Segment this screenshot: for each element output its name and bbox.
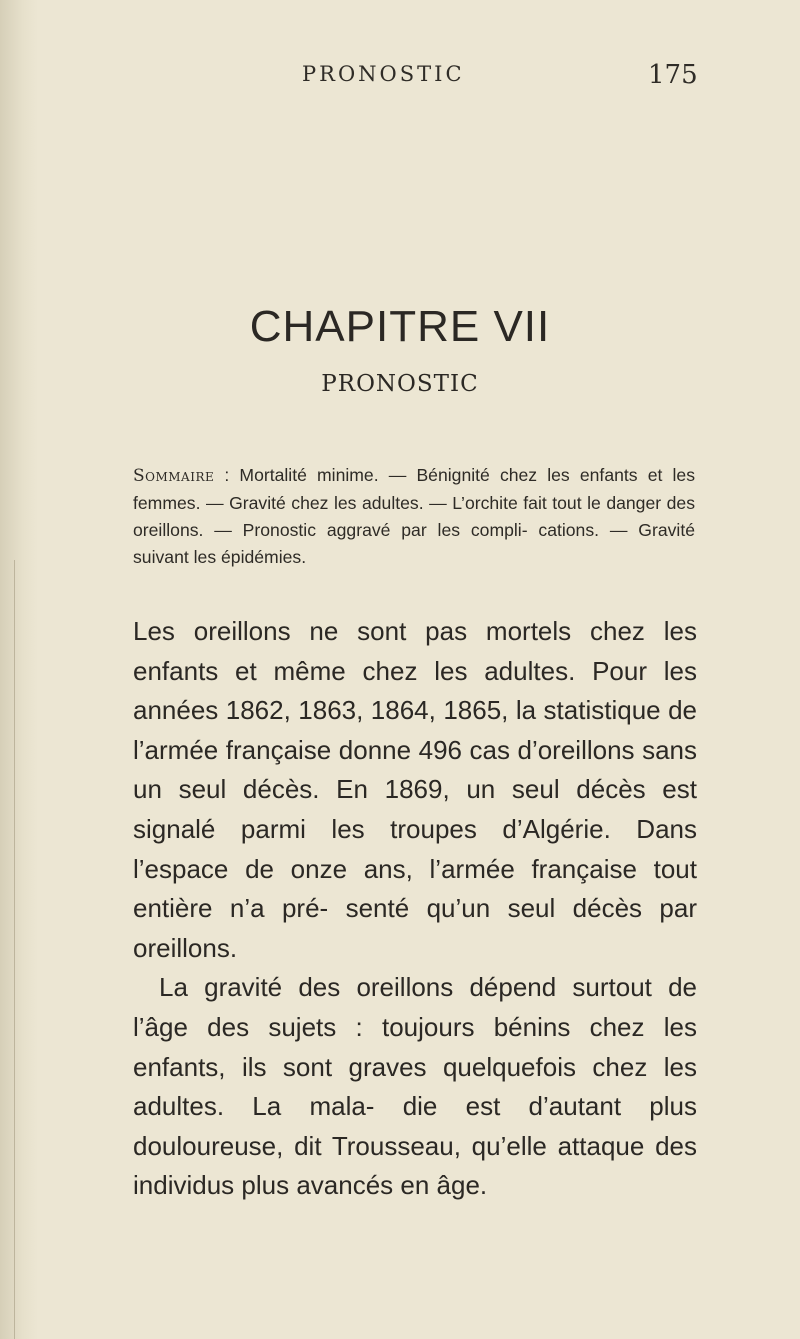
running-title: PRONOSTIC <box>302 62 465 86</box>
chapter-title: CHAPITRE VII <box>249 302 551 351</box>
body-text <box>133 612 697 1206</box>
running-header <box>0 62 800 102</box>
summary-label: Sommaire <box>133 466 215 486</box>
paragraph: Les oreillons ne sont pas mortels chez les enfants et même chez les adultes. Pour les années 1862, 1863, 1864, 1865, la statistique de l’armée française donne 496 cas d’oreillons sans un seul décès. En 1869, un seul décès est signalé parmi les troupes d’Algérie. Dans l’espace de onze ans, l’armée française tout entière n’a pré- senté qu’un seul décès par oreillons. <box>133 616 697 963</box>
page-gutter <box>0 0 38 1339</box>
chapter-summary <box>133 462 695 571</box>
page-number: 175 <box>648 60 698 90</box>
paragraph: La gravité des oreillons dépend surtout de l’âge des sujets : toujours bénins chez les enfants, ils sont graves quelquefois chez les adultes. La mala- die est d’autant plus douloureuse, dit Trousseau, qu’elle attaque des individus plus avancés en âge. <box>133 972 697 1201</box>
summary-text: : Mortalité minime. — Bénignité chez les enfants et les femmes. — Gravité chez les adultes. — L’orchite fait tout le danger des oreillons. — Pronostic aggravé par les compli- cations. — Gravité suivant les épidémies. <box>133 465 695 567</box>
page-gutter-line <box>14 560 15 1339</box>
section-title: PRONOSTIC <box>321 371 479 397</box>
